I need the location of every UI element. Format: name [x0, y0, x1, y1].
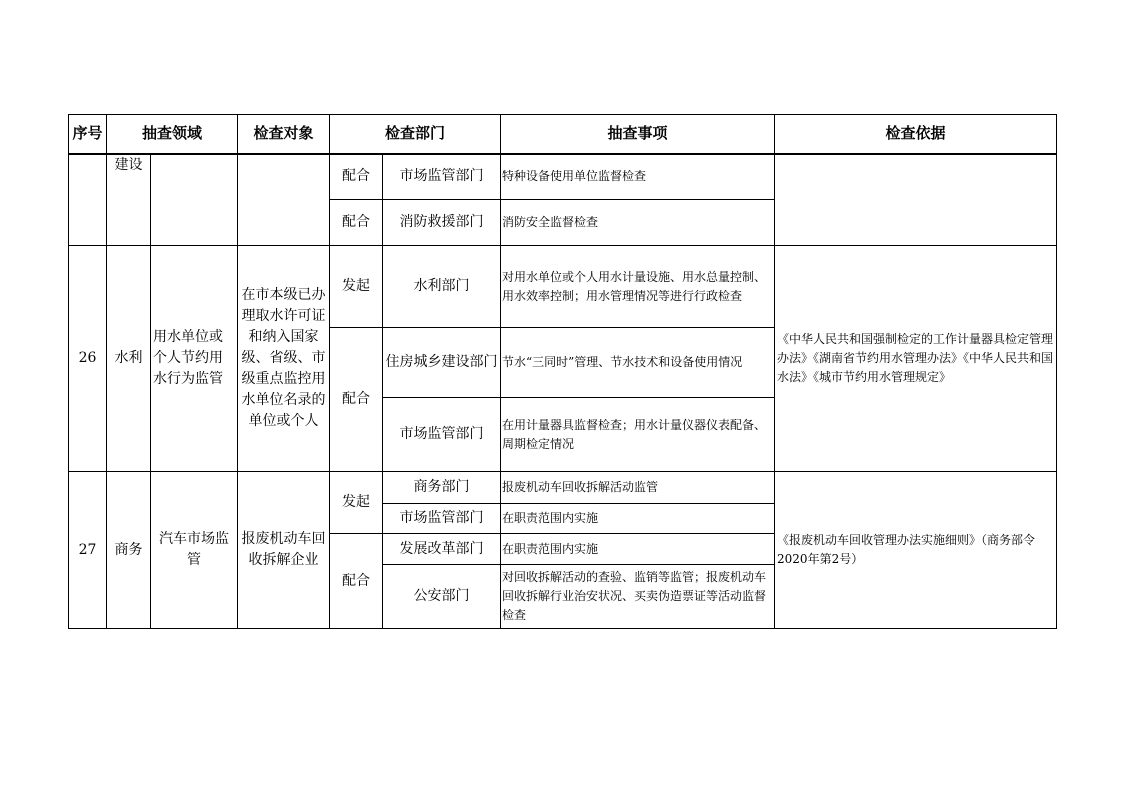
cell-item: 消防安全监督检查 — [501, 200, 775, 246]
cell-field: 商务 — [107, 472, 151, 629]
cell-item: 节水“三同时”管理、节水技术和设备使用情况 — [501, 328, 775, 398]
header-target: 检查对象 — [238, 115, 330, 154]
cell-item: 报废机动车回收拆解活动监管 — [501, 472, 775, 504]
cell-basis: 《中华人民共和国强制检定的工作计量器具检定管理办法》《湖南省节约用水管理办法》《中华人民共和国水法》《城市节约用水管理规定》 — [775, 246, 1057, 472]
cell-dept: 发展改革部门 — [383, 534, 501, 565]
cell-basis: 《报废机动车回收管理办法实施细则》（商务部令2020年第2号） — [775, 472, 1057, 629]
cell-no — [69, 154, 107, 246]
cell-dept: 消防救援部门 — [383, 200, 501, 246]
table-row — [69, 246, 1057, 328]
header-row — [69, 115, 1057, 154]
cell-role: 配合 — [330, 534, 383, 629]
table-row — [69, 472, 1057, 504]
cell-role: 发起 — [330, 472, 383, 534]
cell-item: 在用计量器具监督检查；用水计量仪器仪表配备、周期检定情况 — [501, 398, 775, 472]
header-field: 抽查领域 — [107, 115, 238, 154]
cell-role: 配合 — [330, 200, 383, 246]
table-row — [69, 154, 1057, 200]
cell-no: 26 — [69, 246, 107, 472]
cell-field: 水利 — [107, 246, 151, 472]
cell-role: 发起 — [330, 246, 383, 328]
cell-dept: 市场监管部门 — [383, 154, 501, 200]
cell-dept: 公安部门 — [383, 565, 501, 629]
cell-no: 27 — [69, 472, 107, 629]
cell-item: 在职责范围内实施 — [501, 504, 775, 534]
cell-role: 配合 — [330, 154, 383, 200]
cell-dept: 水利部门 — [383, 246, 501, 328]
cell-field: 建设 — [107, 154, 151, 246]
cell-item: 特种设备使用单位监督检查 — [501, 154, 775, 200]
cell-dept: 市场监管部门 — [383, 398, 501, 472]
cell-area — [151, 154, 238, 246]
header-no: 序号 — [69, 115, 107, 154]
cell-target: 报废机动车回收拆解企业 — [238, 472, 330, 629]
cell-target — [238, 154, 330, 246]
cell-area: 汽车市场监管 — [151, 472, 238, 629]
cell-area: 用水单位或个人节约用水行为监管 — [151, 246, 238, 472]
inspection-table — [68, 114, 1057, 629]
cell-basis — [775, 154, 1057, 246]
cell-item: 在职责范围内实施 — [501, 534, 775, 565]
cell-dept: 住房城乡建设部门 — [383, 328, 501, 398]
cell-item: 对用水单位或个人用水计量设施、用水总量控制、用水效率控制；用水管理情况等进行行政检查 — [501, 246, 775, 328]
cell-role: 配合 — [330, 328, 383, 472]
header-dept: 检查部门 — [330, 115, 501, 154]
cell-item: 对回收拆解活动的查验、监销等监管；报废机动车回收拆解行业治安状况、买卖伪造票证等活动监督检查 — [501, 565, 775, 629]
cell-dept: 市场监管部门 — [383, 504, 501, 534]
cell-target: 在市本级已办理取水许可证和纳入国家级、省级、市级重点监控用水单位名录的单位或个人 — [238, 246, 330, 472]
cell-dept: 商务部门 — [383, 472, 501, 504]
header-basis: 检查依据 — [775, 115, 1057, 154]
header-item: 抽查事项 — [501, 115, 775, 154]
